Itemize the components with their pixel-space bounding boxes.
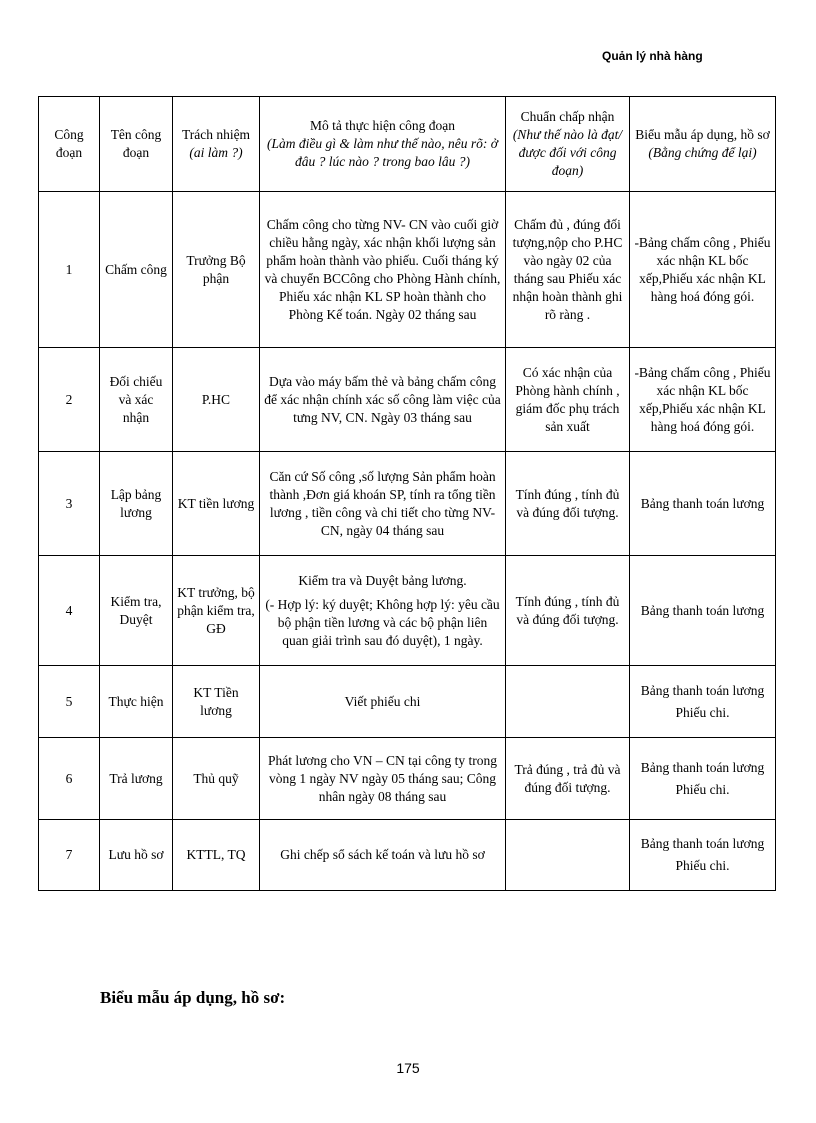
column-header: Biểu mẫu áp dụng, hồ sơ (Bằng chứng để lại) (630, 97, 776, 192)
step-name: Chấm công (100, 192, 173, 348)
step-forms: Bảng thanh toán lương Phiếu chi. (630, 666, 776, 738)
step-responsible: KTTL, TQ (173, 820, 260, 891)
table-row (39, 192, 776, 348)
step-acceptance (506, 666, 630, 738)
step-responsible: Thủ quỹ (173, 738, 260, 820)
table-header-row (39, 97, 776, 192)
step-name: Kiểm tra, Duyệt (100, 556, 173, 666)
step-description: Chấm công cho từng NV- CN vào cuối giờ chiều hằng ngày, xác nhận khối lượng sản phẩm hoàn thành vào phiếu. Cuối tháng ký và chuyển BCCông cho Phòng Hành chính, Phiếu xác nhận KL SP hoàn thành cho Phòng Kế toán. Ngày 02 tháng sau (260, 192, 506, 348)
step-name: Đối chiếu và xác nhận (100, 348, 173, 452)
step-forms: -Bảng chấm công , Phiếu xác nhận KL bốc xếp,Phiếu xác nhận KL hàng hoá đóng gói. (630, 348, 776, 452)
table-row (39, 738, 776, 820)
step-number: 3 (39, 452, 100, 556)
document-header-title: Quản lý nhà hàng (602, 49, 703, 63)
step-description: Phát lương cho VN – CN tại công ty trong vòng 1 ngày NV ngày 05 tháng sau; Công nhân ngày 08 tháng sau (260, 738, 506, 820)
step-number: 4 (39, 556, 100, 666)
column-header: Tên công đoạn (100, 97, 173, 192)
step-number: 6 (39, 738, 100, 820)
step-acceptance: Có xác nhận của Phòng hành chính , giám đốc phụ trách sản xuất (506, 348, 630, 452)
column-header: Trách nhiệm (ai làm ?) (173, 97, 260, 192)
step-forms: Bảng thanh toán lương Phiếu chi. (630, 820, 776, 891)
table-row (39, 666, 776, 738)
column-header: Công đoạn (39, 97, 100, 192)
procedure-table (38, 96, 776, 891)
step-description: Dựa vào máy bấm thẻ và bảng chấm công để xác nhận chính xác số công làm việc của tưng NV, CN. Ngày 03 tháng sau (260, 348, 506, 452)
step-acceptance: Tính đúng , tính đủ và đúng đối tượng. (506, 556, 630, 666)
column-header: Mô tả thực hiện công đoạn (Làm điều gì & làm như thế nào, nêu rõ: ở đâu ? lúc nào ? trong bao lâu ?) (260, 97, 506, 192)
step-name: Trả lương (100, 738, 173, 820)
step-acceptance: Chấm đủ , đúng đối tượng,nộp cho P.HC vào ngày 02 của tháng sau Phiếu xác nhận hoàn thành ghi rõ ràng . (506, 192, 630, 348)
step-responsible: KT trưởng, bộ phận kiểm tra, GĐ (173, 556, 260, 666)
step-description: Viết phiếu chi (260, 666, 506, 738)
step-number: 1 (39, 192, 100, 348)
step-forms: Bảng thanh toán lương Phiếu chi. (630, 738, 776, 820)
step-responsible: KT Tiền lương (173, 666, 260, 738)
step-forms: Bảng thanh toán lương (630, 556, 776, 666)
step-responsible: KT tiền lương (173, 452, 260, 556)
step-responsible: P.HC (173, 348, 260, 452)
step-description: Căn cứ Số công ,số lượng Sản phẩm hoàn thành ,Đơn giá khoán SP, tính ra tổng tiền lương , tiền công và chi tiết cho từng NV-CN, ngày 04 tháng sau (260, 452, 506, 556)
table-row (39, 820, 776, 891)
step-acceptance: Tính đúng , tính đủ và đúng đối tượng. (506, 452, 630, 556)
step-description: Kiểm tra và Duyệt bảng lương. (- Hợp lý: ký duyệt; Không hợp lý: yêu cầu bộ phận tiền lương và các bộ phận liên quan giải trình sau đó duyệt), 1 ngày. (260, 556, 506, 666)
step-responsible: Trưởng Bộ phận (173, 192, 260, 348)
step-acceptance (506, 820, 630, 891)
step-acceptance: Trả đúng , trả đủ và đúng đối tượng. (506, 738, 630, 820)
step-name: Thực hiện (100, 666, 173, 738)
table-row (39, 452, 776, 556)
step-name: Lập bảng lương (100, 452, 173, 556)
step-number: 5 (39, 666, 100, 738)
table-row (39, 348, 776, 452)
forms-section-heading: Biểu mẫu áp dụng, hồ sơ: (100, 988, 286, 1007)
step-forms: Bảng thanh toán lương (630, 452, 776, 556)
page-number: 175 (396, 1060, 420, 1076)
step-forms: -Bảng chấm công , Phiếu xác nhận KL bốc xếp,Phiếu xác nhận KL hàng hoá đóng gói. (630, 192, 776, 348)
step-number: 7 (39, 820, 100, 891)
step-name: Lưu hồ sơ (100, 820, 173, 891)
table-row (39, 556, 776, 666)
step-description: Ghi chếp sổ sách kế toán và lưu hồ sơ (260, 820, 506, 891)
step-number: 2 (39, 348, 100, 452)
column-header: Chuẩn chấp nhận (Như thế nào là đạt/được đối với công đoạn) (506, 97, 630, 192)
